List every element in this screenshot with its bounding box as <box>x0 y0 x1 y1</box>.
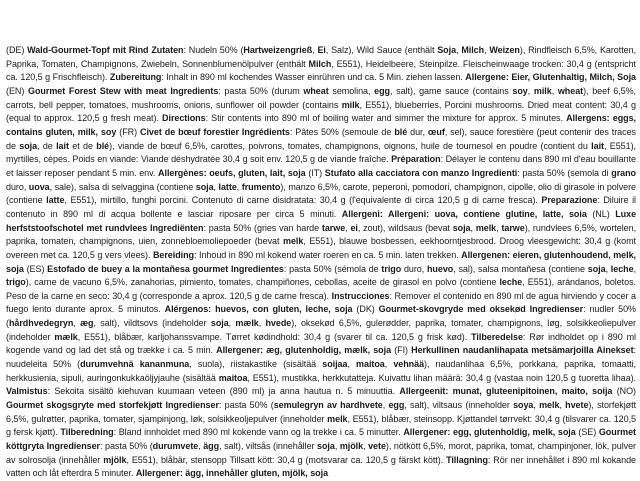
bold-text-segment: Hartweizengrieß <box>243 45 313 55</box>
bold-text-segment: blé <box>394 126 408 137</box>
text-segment: : Inhalt in 890 ml kochendes Wasser einrühren und ca. 5 Min. ziehen lassen. <box>161 72 466 83</box>
bold-text-segment: Valmistus <box>6 386 48 397</box>
text-segment: ), Rindfleisch 6,5%, Karotten, Paprika, Tomaten, Champignons, Zwiebeln, Sonnenblumenölpulver (enthält <box>6 45 637 69</box>
bold-text-segment: Instrucciones <box>331 290 390 301</box>
text-segment: : Délayer le contenu dans 890 ml d'eau bouillante et laisser reposer pendant 5 min. env. <box>6 154 636 178</box>
bold-text-segment: frumento <box>241 181 281 192</box>
text-segment: (NO) <box>612 386 637 397</box>
text-segment: , <box>334 441 340 452</box>
text-segment: , <box>456 45 462 55</box>
bold-text-segment: Preparazione <box>541 195 598 206</box>
text-segment: , <box>470 222 476 233</box>
text-segment: (NL) <box>586 208 616 219</box>
text-segment: ), oksekød 6,5%, gulerødder, paprika, tomater, champignons, løg, solsikkeoliepulver (indeholder <box>6 318 637 342</box>
text-segment: : pasta 50% (semola di <box>517 167 612 178</box>
text-segment: : pasta 50% (durum <box>218 85 304 96</box>
text-segment: (FI) <box>391 345 412 356</box>
text-segment: duro, <box>401 263 427 274</box>
bold-text-segment: soja <box>195 181 214 192</box>
bold-text-segment: Tilberedelse <box>471 331 523 342</box>
text-segment: , <box>633 263 637 274</box>
bold-text-segment: Wald-Gourmet-Topf mit Rind <box>27 45 149 55</box>
bold-text-segment: Stufato alla cacciatora con manzo Ingredienti <box>324 167 518 178</box>
text-segment: , sale), salsa di selvaggina (contiene <box>49 181 196 192</box>
text-segment: ), carne de vacuno 6,5%, zanahorias, pimiento, tomates, champiñones, cebollas, aceite de girasol en polvo (contiene <box>25 277 500 288</box>
bold-text-segment: hvede <box>265 318 292 329</box>
bold-text-segment: egg <box>388 400 405 411</box>
bold-text-segment: Herkullinen naudanlihapata metsämarjoilla Ainekset <box>411 345 634 356</box>
text-segment: , suola), riistakastike (sisältää <box>189 359 323 370</box>
text-segment: , <box>347 359 357 370</box>
bold-text-segment: æg <box>80 318 94 329</box>
bold-text-segment: melk <box>283 236 304 247</box>
text-segment: , sal), salsa montañesa (contiene <box>453 263 588 274</box>
text-segment: : Pâtes 50% (semoule de <box>289 126 395 137</box>
text-segment: , <box>258 318 266 329</box>
bold-text-segment: tarwe <box>501 222 525 233</box>
text-segment: : Rør indholdet op i 890 ml kogende vand og lad det stå og trække i ca. 5 min. <box>6 331 637 356</box>
bold-text-segment: Bereiding <box>152 249 194 260</box>
bold-text-segment: mælk <box>235 318 259 329</box>
bold-text-segment: Alérgenos: huevos, con gluten, leche, soja <box>164 304 353 315</box>
bold-text-segment: trigo <box>381 263 402 274</box>
bold-text-segment: Préparation <box>391 154 441 165</box>
bold-text-segment: hårdhvedegryn <box>8 318 74 329</box>
text-segment: , <box>236 181 242 192</box>
bold-text-segment: Allergeenit: munat, gluteenipitoinen, maito, soija <box>399 386 613 397</box>
bold-text-segment: trigo <box>6 277 26 288</box>
text-segment: (FR) <box>116 126 141 137</box>
bold-text-segment: soja <box>19 140 38 151</box>
bold-text-segment: Zutaten <box>151 45 184 55</box>
text-segment: : Diluire il contenuto in 890 ml di acqua bollente e lasciar riposare per circa 5 minuti. <box>6 195 636 219</box>
bold-text-segment: grano <box>611 167 637 178</box>
bold-text-segment: huevo <box>426 263 454 274</box>
bold-text-segment: hvete <box>565 400 589 411</box>
bold-text-segment: vete <box>368 441 386 452</box>
bold-text-segment: Zubereitung <box>109 72 162 83</box>
bold-text-segment: Tilberedning <box>60 427 114 438</box>
bold-text-segment: Directions <box>162 113 206 124</box>
bold-text-segment: leche <box>610 263 634 274</box>
text-segment: et de <box>68 140 97 151</box>
bold-text-segment: durumvehnä kananmuna <box>80 359 190 370</box>
text-segment: ), manzo 6,5%, carote, peperoni, pomodori, champignon, cipolle, olio di girasole in polvere (contiene <box>6 181 636 206</box>
text-segment: , E551), blåbær, steinsopp. Kjøttandel tørrvekt: 30,4 g (tilsvarer ca. 120,5 g fersk kjøtt). <box>6 413 636 438</box>
bold-text-segment: uova <box>28 181 50 192</box>
text-segment: (DK) <box>352 304 379 315</box>
text-segment: , salt), vildtsovs (indeholder <box>93 318 211 329</box>
bold-text-segment: mælk <box>54 331 78 342</box>
bold-text-segment: soja <box>317 441 335 452</box>
text-segment: duro, <box>6 181 29 192</box>
bold-text-segment: soja <box>452 222 471 233</box>
text-segment: , <box>496 222 502 233</box>
bold-text-segment: semulegryn av hardhvete <box>273 400 383 411</box>
bold-text-segment: Gourmet Forest Stew with meat Ingredients <box>28 85 219 96</box>
text-segment: , <box>484 45 490 55</box>
text-segment: , <box>312 45 318 55</box>
bold-text-segment: lait <box>56 140 69 151</box>
text-segment: : pasta 50% ( <box>100 441 153 452</box>
text-segment: , <box>198 441 204 452</box>
bold-text-segment: vehnää <box>393 359 425 370</box>
text-segment: , <box>551 85 558 96</box>
bold-text-segment: maitoa <box>218 372 248 383</box>
bold-text-segment: Gourmet skogsgryte med storfekjøtt Ingredienser <box>6 400 219 411</box>
text-segment: : Inhoud in 890 ml kokend water roeren en ca. 5 min. laten trekken. <box>194 249 462 260</box>
text-segment: : Remover el contenido en 890 ml de agua hirviendo y cocer a fuego lento durante aprox. 5 minutos. <box>6 290 636 315</box>
text-segment: (IT) <box>305 167 325 178</box>
text-segment: , E551), blauwe bosbessen, eekhoorntjesbrood. Droog vleesgewicht: 30,4 g (komt overeen met ca. 120,5 g vers vlees). <box>6 236 636 260</box>
bold-text-segment: egg <box>374 85 391 96</box>
bold-text-segment: Estofado de buey a la montañesa gourmet Ingredientes <box>47 263 284 274</box>
text-segment: , E551), blåbär, stensopp Tillsatt kött: 30,4 g (motsvarar ca. 120,5 g färskt kött). <box>126 454 447 465</box>
bold-text-segment: wheat <box>303 85 329 96</box>
text-segment: ), viande de bœuf 6,5%, carottes, poivrons, tomates, champignons, oignons, huile de tournesol en poudre (contient du <box>109 140 592 151</box>
text-segment: ), storfekjøtt 6,5%, gulrøtter, paprika, tomater, sjampinjong, løk, solsikkeoljepulver (inneholder <box>6 400 637 424</box>
text-segment: , E551), mustikka, herkkutatteja. Kuivattu lihan määrä: 30,4 g (vastaa noin 120,5 g tuoretta lihaa). <box>247 372 636 383</box>
bold-text-segment: Weizen <box>489 45 520 55</box>
text-segment: , <box>363 441 369 452</box>
text-segment: : pasta 50% ( <box>218 400 274 411</box>
bold-text-segment: mjölk <box>339 441 364 452</box>
bold-text-segment: durumvete <box>152 441 199 452</box>
text-segment: , E551), mirtillo, funghi porcini. Contenuto di carne disidratata: 30,4 g (l'equivalente di circa 120,5 g di carne fresca). <box>64 195 542 206</box>
text-segment: , Salz), Wild Sauce (enthält <box>325 45 438 55</box>
text-segment: ), beef 6,5%, carrots, bell pepper, tomatoes, mushrooms, onions, sunflower oil powder (contains <box>6 85 636 110</box>
text-segment: (ES) <box>23 263 48 274</box>
text-segment: , <box>213 181 219 192</box>
bold-text-segment: Allergener: egg, glutenholdig, melk, soja <box>403 427 576 438</box>
bold-text-segment: Allergene: Eier, Glutenhaltig, Milch, Soja <box>465 72 636 83</box>
text-segment: , sel), sauce forestière (peut contenir des traces de <box>6 126 636 151</box>
bold-text-segment: mjölk <box>103 454 127 465</box>
text-segment: , <box>605 263 611 274</box>
bold-text-segment: melk <box>327 413 348 424</box>
text-segment: , salt), viltsaus (inneholder <box>404 400 514 411</box>
bold-text-segment: lait <box>591 140 604 151</box>
bold-text-segment: Allergener: ägg, innehåller gluten, mjölk, soja <box>135 468 329 479</box>
bold-text-segment: soya <box>513 400 534 411</box>
bold-text-segment: latte <box>218 181 237 192</box>
text-segment: , E551), myrtilles, cèpes. Poids en viande: Viande déshydratée 30,4 g soit env. 120,5 g de viande fraîche. <box>6 140 636 165</box>
text-segment: ), naudanlihaa 6,5%, porkkana, paprika, tomaatti, herkkusienia, sipuli, auringonkukkaöljyjauhe (sisältää <box>6 359 636 383</box>
text-segment: , salt), game sauce (contains <box>390 85 513 96</box>
text-segment: : nudler 50% ( <box>6 304 636 329</box>
bold-text-segment: Gourmet köttgryta Ingredienser <box>6 427 636 452</box>
text-segment: ), nötkött 6,5%, morot, paprika, tomat, champinjoner, lök, pulver av solrosolja (innehåller <box>6 441 636 465</box>
text-segment: : pasta 50% (sémola de <box>283 263 382 274</box>
text-segment: , <box>559 400 566 411</box>
bold-text-segment: soja <box>587 263 606 274</box>
bold-text-segment: leche <box>499 277 523 288</box>
text-segment: , <box>527 85 534 96</box>
text-segment: , <box>228 318 236 329</box>
bold-text-segment: Allergener: æg, glutenholdig, mælk, soja <box>216 345 392 356</box>
text-segment: : Bland innholdet med 890 ml kokende vann og la trekke i ca. 5 minutter. <box>113 427 404 438</box>
text-segment: : Nudeln 50% ( <box>183 45 244 55</box>
text-segment: (EN) <box>6 85 29 96</box>
text-segment: , E551), arándanos, boletos. Peso de la carne en seco: 30,4 g (corresponde a aprox. 120,5 g de carne fresca). <box>6 277 636 301</box>
bold-text-segment: Ei <box>317 45 326 55</box>
bold-text-segment: Milch <box>461 45 485 55</box>
bold-text-segment: Allergens: eggs, contains gluten, milk, soy <box>6 113 637 137</box>
text-segment: , E551), blåbær, karljohanssvampe. Tørret kødindhold: 30,4 g (svarer til ca. 120,5 g frisk kød). <box>77 331 472 342</box>
bold-text-segment: melk <box>475 222 497 233</box>
bold-text-segment: Civet de bœuf forestier Ingrédients <box>140 126 290 137</box>
text-segment: : pasta 50% (gries van harde <box>203 222 322 233</box>
bold-text-segment: Luxe herfststoofschotel met rundvlees Ingrediënten <box>6 208 637 233</box>
bold-text-segment: Allergenen: eieren, glutenhoudend, melk, soja <box>6 249 636 274</box>
bold-text-segment: wheat <box>557 85 584 96</box>
bold-text-segment: Milch <box>308 58 332 69</box>
text-segment: , de <box>37 140 57 151</box>
bold-text-segment: Allergènes: oeufs, gluten, lait, soja <box>158 167 306 178</box>
bold-text-segment: soijaa <box>322 359 348 370</box>
text-segment: : Rör ner innehållet i 890 ml kokande vatten och låt efterdra 5 minuter. <box>6 454 636 479</box>
text-segment: , zout), wildsaus (bevat <box>357 222 453 233</box>
text-segment: , <box>533 400 540 411</box>
bold-text-segment: tarwe <box>321 222 346 233</box>
text-segment: , <box>73 318 81 329</box>
bold-text-segment: Soja <box>437 45 457 55</box>
text-segment: , <box>345 222 351 233</box>
bold-text-segment: Tillagning <box>446 454 488 465</box>
text-segment: , E551), blueberries, Porcini mushrooms. Dried meat content: 30,4 g (equal to approx. 120,5 g fresh meat). <box>6 99 636 124</box>
bold-text-segment: soy <box>512 85 528 96</box>
text-segment: : nuudeleita 50% ( <box>6 345 636 370</box>
text-segment: , <box>384 359 394 370</box>
text-segment: (SE) <box>575 427 599 438</box>
bold-text-segment: Allergeni: Allergeni: uova, contiene glutine, latte, soia <box>341 208 587 219</box>
bold-text-segment: ägg <box>203 441 220 452</box>
bold-text-segment: maitoa <box>356 359 385 370</box>
text-segment: semolina, <box>328 85 375 96</box>
bold-text-segment: latte <box>46 195 65 206</box>
bold-text-segment: milk <box>341 99 360 110</box>
bold-text-segment: œuf <box>427 126 445 137</box>
text-segment: : Sekoita sisältö kiehuvan kuumaan veteen (890 ml) ja anna hautua n. 5 minuuttia. <box>47 386 400 397</box>
bold-text-segment: ei <box>350 222 358 233</box>
text-segment: ), rundvlees 6,5%, wortelen, paprika, tomaten, champignons, uien, zonnebloemoliepoeder (bevat <box>6 222 637 247</box>
text-segment: dur, <box>407 126 428 137</box>
ingredients-label <box>6 44 637 479</box>
bold-text-segment: soja <box>210 318 229 329</box>
bold-text-segment: Gourmet-skovgryde med oksekød Ingredienser <box>378 304 584 315</box>
text-segment: , salt), viltsås (innehåller <box>219 441 318 452</box>
text-segment: , <box>382 400 389 411</box>
text-segment: , E551), Heidelbeere, Steinpilze. Fleischeinwaage trocken: 30,4 g (entspricht ca. 120,5 g Frischfleisch). <box>6 58 636 83</box>
text-segment: : Stir contents into 890 ml of boiling water and simmer the mixture for approx. 5 minutes. <box>205 113 567 124</box>
bold-text-segment: melk <box>539 400 560 411</box>
bold-text-segment: milk <box>533 85 552 96</box>
bold-text-segment: blé <box>96 140 110 151</box>
text-segment: (DE) <box>6 45 28 55</box>
